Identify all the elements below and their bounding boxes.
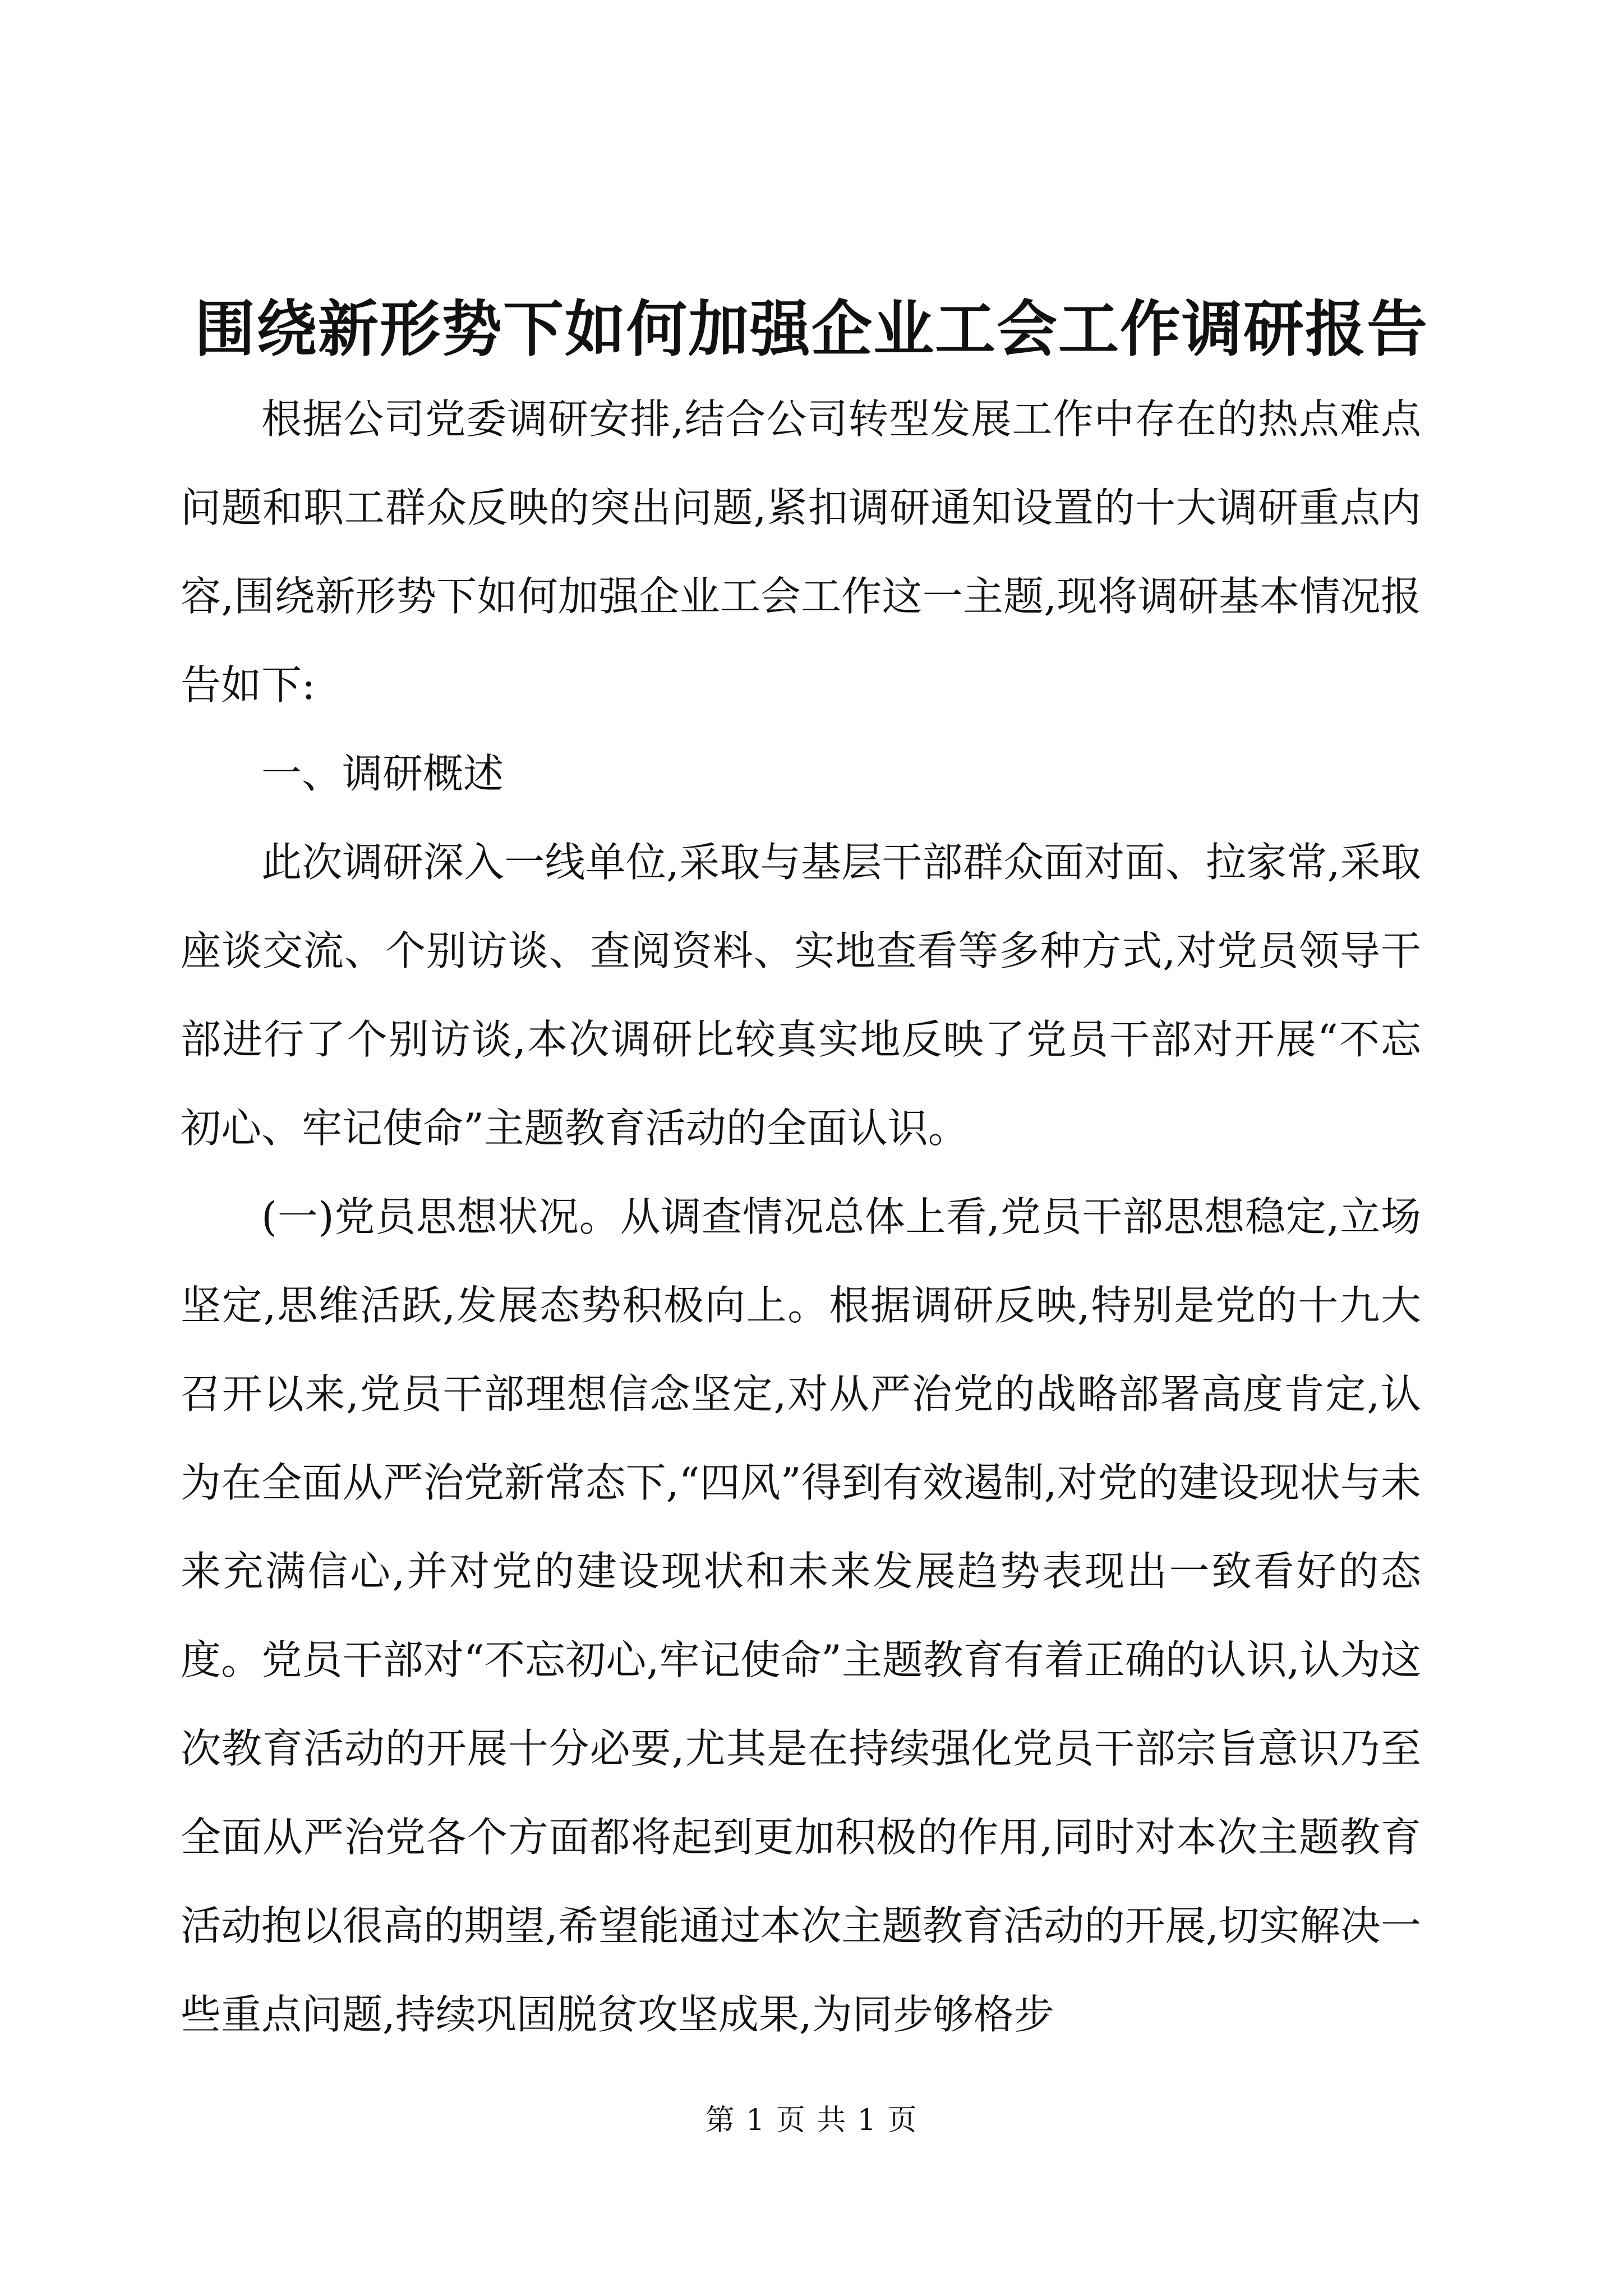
- document-title: 围绕新形势下如何加强企业工会工作调研报告: [194, 294, 1428, 365]
- section-heading-overview: 一、调研概述: [261, 750, 504, 797]
- document-body: [181, 375, 1421, 2059]
- paragraph-party-thought: (一)党员思想状况。从调查情况总体上看,党员干部思想稳定,立场坚定,思维活跃,发展态势积极向上。根据调研反映,特别是党的十九大召开以来,党员干部理想信念坚定,对从严治党的战略部署高度肯定,认为在全面从严治党新常态下,“四风”得到有效遏制,对党的建设现状与未来充满信心,并对党的建设现状和未来发展趋势表现出一致看好的态度。党员干部对“不忘初心,牢记使命”主题教育有着正确的认识,认为这次教育活动的开展十分必要,尤其是在持续强化党员干部宗旨意识乃至全面从严治党各个方面都将起到更加积极的作用,同时对本次主题教育活动抱以很高的期望,希望能通过本次主题教育活动的开展,切实解决一些重点问题,持续巩固脱贫攻坚成果,为同步够格步: [181, 1193, 1421, 2038]
- paragraph-intro: 根据公司党委调研安排,结合公司转型发展工作中存在的热点难点问题和职工群众反映的突出问题,紧扣调研通知设置的十大调研重点内容,围绕新形势下如何加强企业工会工作这一主题,现将调研基本情况报告如下:: [181, 395, 1421, 708]
- page-footer: 第 1 页 共 1 页: [705, 2104, 918, 2137]
- paragraph-overview: 此次调研深入一线单位,采取与基层干部群众面对面、拉家常,采取座谈交流、个别访谈、查阅资料、实地查看等多种方式,对党员领导干部进行了个别访谈,本次调研比较真实地反映了党员干部对开展“不忘初心、牢记使命”主题教育活动的全面认识。: [181, 839, 1421, 1152]
